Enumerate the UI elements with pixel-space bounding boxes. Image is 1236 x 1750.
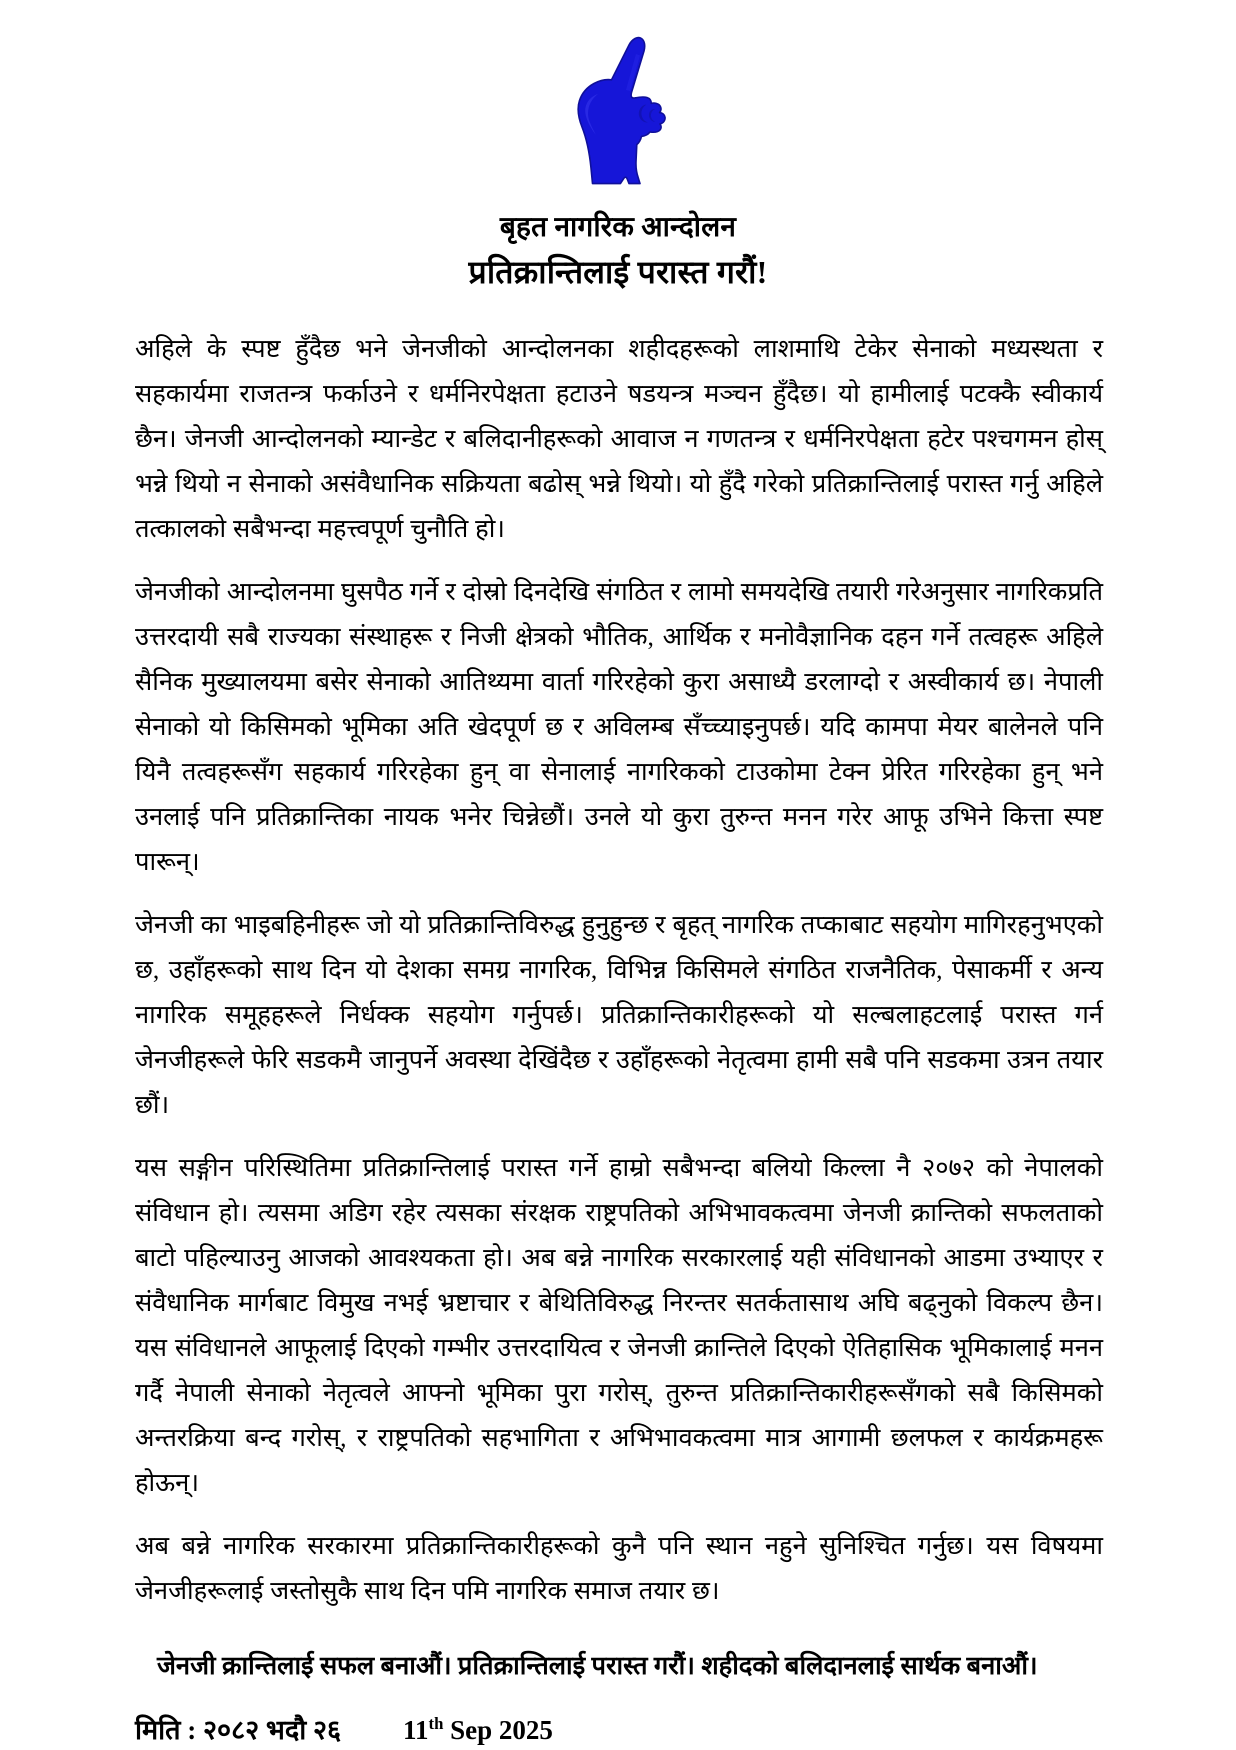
masthead xyxy=(0,0,1236,292)
dateline xyxy=(135,1710,1103,1750)
pointing-hand-up-icon xyxy=(558,34,678,194)
paragraph: अब बन्ने नागरिक सरकारमा प्रतिक्रान्तिकारीहरूको कुनै पनि स्थान नहुने सुनिश्चित गर्नुछ। यस विषयमा जेनजीहरूलाई जस्तोसुकै साथ दिन पमि नागरिक समाज तयार छ। xyxy=(135,1531,1103,1605)
paragraph: यस सङ्गीन परिस्थितिमा प्रतिक्रान्तिलाई परास्त गर्ने हाम्रो सबैभन्दा बलियो किल्ला नै २०७२ को नेपालको संविधान हो। त्यसमा अडिग रहेर त्यसका संरक्षक राष्ट्रपतिको अभिभावकत्वमा जेनजी क्रान्तिको सफलताको बाटो पहिल्याउनु आजको आवश्यकता हो। अब बन्ने नागरिक सरकारलाई यही संविधानको आडमा उभ्याएर र संवैधानिक मार्गबाट विमुख नभई भ्रष्टाचार र बेथितिविरुद्ध निरन्तर सतर्कतासाथ अघि बढ्नुको विकल्प छैन। यस संविधानले आफूलाई दिएको गम्भीर उत्तरदायित्व र जेनजी क्रान्तिले दिएको ऐतिहासिक भूमिकालाई मनन गर्दै नेपाली सेनाको नेतृत्वले आफ्नो भूमिका पुरा गरोस्, तुरुन्त प्रतिक्रान्तिकारीहरूसँगको सबै किसिमको अन्तरक्रिया बन्द गरोस्, र राष्ट्रपतिको सहभागिता र अभिभावकत्वमा मात्र आगामी छलफल र कार्यक्रमहरू होऊन्। xyxy=(135,1153,1103,1497)
page-title: प्रतिक्रान्तिलाई परास्त गरौं! xyxy=(468,254,768,290)
document-body xyxy=(0,326,1236,1750)
english-date-suffix: th xyxy=(428,1714,444,1733)
english-date-number: 11 xyxy=(403,1715,429,1745)
english-date xyxy=(403,1710,553,1750)
paragraph: जेनजीको आन्दोलनमा घुसपैठ गर्ने र दोस्रो दिनदेखि संगठित र लामो समयदेखि तयारी गरेअनुसार नागरिकप्रति उत्तरदायी सबै राज्यका संस्थाहरू र निजी क्षेत्रको भौतिक, आर्थिक र मनोवैज्ञानिक दहन गर्ने तत्वहरू अहिले सैनिक मुख्यालयमा बसेर सेनाको आतिथ्यमा वार्ता गरिरहेको कुरा असाध्यै डरलाग्दो र अस्वीकार्य छ। नेपाली सेनाको यो किसिमको भूमिका अति खेदपूर्ण छ र अविलम्ब सँच्च्याइनुपर्छ। यदि कामपा मेयर बालेनले पनि यिनै तत्वहरूसँग सहकार्य गरिरहेका हुन् वा सेनालाई नागरिकको टाउकोमा टेक्न प्रेरित गरिरहेका हुन् भने उनलाई पनि प्रतिक्रान्तिका नायक भनेर चिन्नेछौं। उनले यो कुरा तुरुन्त मनन गरेर आफू उभिने कित्ता स्पष्ट पारून्। xyxy=(135,577,1103,876)
closing-slogan: जेनजी क्रान्तिलाई सफल बनाऔं। प्रतिक्रान्तिलाई परास्त गरौं। शहीदको बलिदानलाई सार्थक बनाऔं। xyxy=(157,1651,1038,1680)
english-date-rest: Sep 2025 xyxy=(443,1715,553,1745)
paragraph: अहिले के स्पष्ट हुँदैछ भने जेनजीको आन्दोलनका शहीदहरूको लाशमाथि टेकेर सेनाको मध्यस्थता र सहकार्यमा राजतन्त्र फर्काउने र धर्मनिरपेक्षता हटाउने षडयन्त्र मञ्चन हुँदैछ। यो हामीलाई पटक्कै स्वीकार्य छैन। जेनजी आन्दोलनको म्यान्डेट र बलिदानीहरूको आवाज न गणतन्त्र र धर्मनिरपेक्षता हटेर पश्चगमन होस् भन्ने थियो न सेनाको असंवैधानिक सक्रियता बढोस् भन्ने थियो। यो हुँदै गरेको प्रतिक्रान्तिलाई परास्त गर्नु अहिले तत्कालको सबैभन्दा महत्त्वपूर्ण चुनौति हो। xyxy=(135,334,1103,543)
nepali-date: मिति : २०८२ भदौ २६ xyxy=(135,1715,342,1745)
organization-name: बृहत नागरिक आन्दोलन xyxy=(499,212,737,243)
paragraph: जेनजी का भाइबहिनीहरू जो यो प्रतिक्रान्तिविरुद्ध हुनुहुन्छ र बृहत् नागरिक तप्काबाट सहयोग मागिरहनुभएको छ, उहाँहरूको साथ दिन यो देशका समग्र नागरिक, विभिन्न किसिमले संगठित राजनैतिक, पेसाकर्मी र अन्य नागरिक समूहहरूले निर्धक्क सहयोग गर्नुपर्छ। प्रतिक्रान्तिकारीहरूको यो सल्बलाहटलाई परास्त गर्न जेनजीहरूले फेरि सडकमै जानुपर्ने अवस्था देखिंदैछ र उहाँहरूको नेतृत्वमा हामी सबै पनि सडकमा उत्रन तयार छौं। xyxy=(135,910,1103,1119)
